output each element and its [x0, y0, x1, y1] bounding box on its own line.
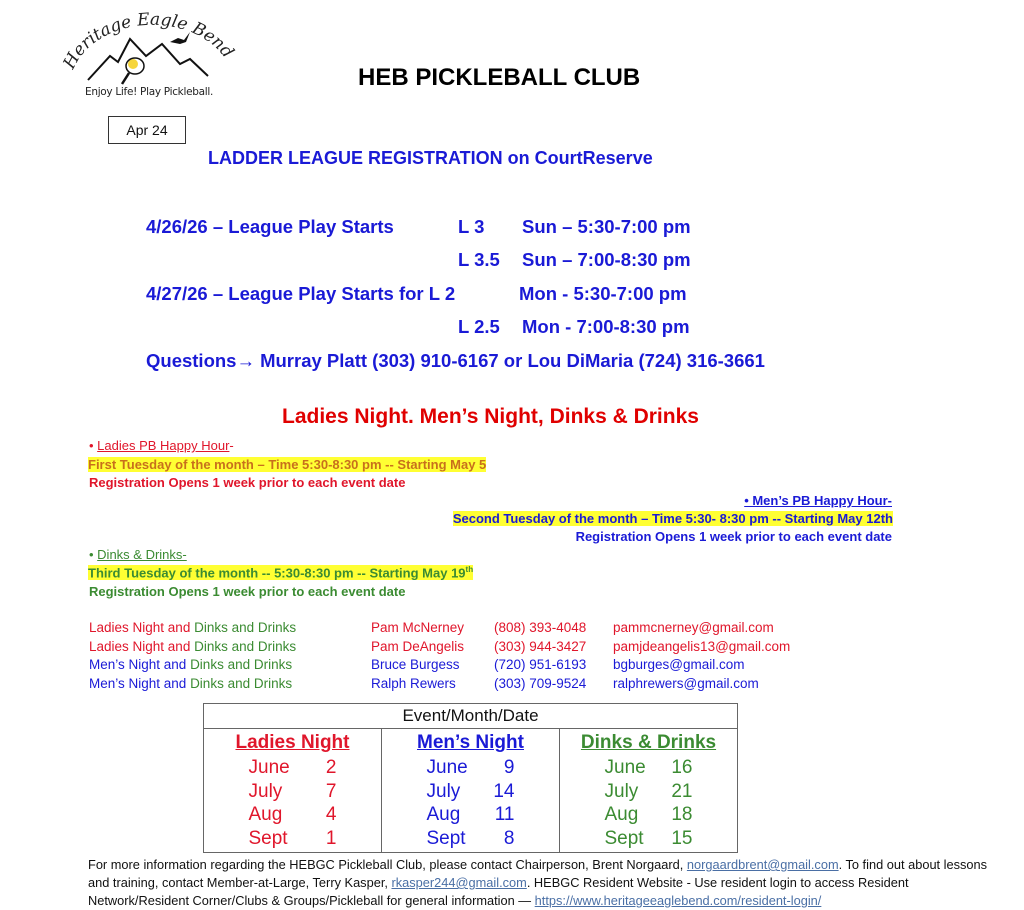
bullet: •: [89, 438, 98, 453]
table-header: Event/Month/Date: [204, 704, 737, 729]
date-row: [560, 827, 737, 851]
role-dinks: Dinks and Drinks: [190, 657, 293, 672]
date-row: [382, 756, 559, 780]
league-level: L 2.5: [458, 316, 500, 337]
logo-text: Heritage Eagle Bend: [59, 9, 238, 73]
column-title: Dinks & Drinks: [580, 732, 717, 753]
schedule-column: [559, 729, 737, 852]
column-title: Ladies Night: [235, 732, 350, 753]
day: 11: [494, 804, 515, 825]
footer-text: For more information regarding the HEBGC Pickleball Club, please contact Chairperson, Brent Norgaard,: [88, 857, 687, 872]
role-dinks: Dinks and Drinks: [194, 638, 297, 654]
questions-contact: Questions→ Murray Platt (303) 910-6167 or Lou DiMaria (724) 316-3661: [146, 350, 765, 371]
ladies-happy-hour-heading: [89, 438, 234, 453]
role-dinks: Dinks and Drinks: [194, 620, 297, 635]
month: June: [604, 757, 646, 778]
suffix: -: [229, 438, 234, 453]
contact-phone: (808) 393-4048: [494, 620, 587, 635]
month: June: [248, 757, 290, 778]
ladies-schedule: First Tuesday of the month – Time 5:30-8:30 pm -- Starting May 5: [88, 457, 487, 472]
footer-text: . HEBGC Resident Website - Use resident login to access Resident Network/Resident Corner/Clubs & Groups/Pickleball for general information —: [88, 875, 909, 908]
league-level: L 3.5: [458, 249, 500, 270]
contact-role: [89, 657, 292, 672]
league-time: Sun – 5:30-7:00 pm: [522, 216, 691, 237]
role-event: Men’s Night and: [89, 675, 191, 691]
role-event: Ladies Night and: [89, 638, 195, 654]
month: Sept: [426, 827, 466, 849]
dinks-heading-text: Dinks & Drinks-: [97, 547, 187, 562]
league-time: Mon - 5:30-7:00 pm: [519, 283, 687, 304]
role-event: Ladies Night and: [89, 620, 195, 635]
day: 14: [493, 780, 515, 802]
dinks-drinks-heading: [89, 547, 187, 562]
schedule-column: [381, 729, 559, 852]
contact-phone: (720) 951-6193: [494, 657, 587, 672]
contact-role: [89, 639, 296, 654]
date-row: [560, 756, 737, 780]
date-row: [204, 756, 381, 780]
date-row: [204, 803, 381, 827]
contact-email: bgburges@gmail.com: [613, 657, 745, 672]
nights-title: Ladies Night. Men’s Night, Dinks & Drinks: [282, 405, 699, 428]
date-box: Apr 24: [108, 116, 186, 144]
contact-name: Bruce Burgess: [371, 657, 460, 672]
mens-schedule: Second Tuesday of the month – Time 5:30- 8:30 pm -- Starting May 12th: [452, 511, 893, 526]
dinks-schedule: [88, 565, 473, 580]
column-title: Men’s Night: [417, 732, 524, 753]
mens-registration: Registration Opens 1 week prior to each event date: [575, 529, 892, 544]
chairperson-email-link[interactable]: norgaardbrent@gmail.com: [686, 857, 839, 872]
league-time: Mon - 7:00-8:30 pm: [522, 316, 690, 337]
role-dinks: Dinks and Drinks: [190, 675, 293, 691]
contact-phone: (303) 944-3427: [494, 638, 587, 654]
month: Aug: [248, 804, 283, 825]
contact-email: pamjdeangelis13@gmail.com: [613, 638, 791, 654]
league-level: L 3: [458, 216, 485, 237]
contact-phone: (303) 709-9524: [494, 675, 587, 691]
contact-email: ralphrewers@gmail.com: [613, 675, 759, 691]
league-start-2: 4/27/26 – League Play Starts for L 2: [146, 283, 456, 304]
ladies-registration: Registration Opens 1 week prior to each event date: [89, 475, 406, 490]
contact-name: Pam McNerney: [371, 620, 465, 635]
club-title: HEB PICKLEBALL CLUB: [358, 64, 641, 91]
month: July: [604, 780, 639, 802]
date-row: [560, 780, 737, 804]
contact-email: pammcnerney@gmail.com: [613, 620, 774, 635]
schedule-column: [204, 729, 381, 852]
day: 16: [671, 757, 693, 778]
contact-name: Pam DeAngelis: [371, 638, 465, 654]
month: Sept: [248, 827, 288, 849]
dinks-registration: Registration Opens 1 week prior to each event date: [89, 584, 406, 599]
day: 2: [325, 757, 337, 778]
contact-role: [89, 676, 292, 691]
month: Aug: [426, 804, 461, 825]
day: 8: [503, 827, 515, 849]
contact-role: [89, 620, 296, 635]
contact-name: Ralph Rewers: [371, 675, 456, 691]
day: 9: [503, 757, 515, 778]
event-schedule-table: [203, 703, 738, 853]
day: 7: [325, 780, 337, 802]
month: June: [426, 757, 468, 778]
ladder-league-title: LADDER LEAGUE REGISTRATION on CourtReserve: [208, 148, 653, 168]
date-row: [560, 803, 737, 827]
logo-tagline: Enjoy Life! Play Pickleball.: [85, 86, 214, 98]
date-row: [204, 780, 381, 804]
day: 1: [325, 827, 337, 849]
role-event: Men’s Night and: [89, 657, 191, 672]
resident-login-link[interactable]: https://www.heritageeaglebend.com/resident-login/: [534, 893, 822, 908]
date-row: [204, 827, 381, 851]
day: 21: [671, 780, 693, 802]
mountain-icon: [88, 39, 208, 80]
month: Aug: [604, 804, 639, 825]
footer-text: . To find out about lessons and training, contact Member-at-Large, Terry Kasper,: [88, 857, 988, 890]
date-row: [382, 827, 559, 851]
day: 4: [325, 804, 337, 825]
month: July: [248, 780, 283, 802]
dinks-schedule-text: Third Tuesday of the month -- 5:30-8:30 pm -- Starting May 19: [88, 565, 466, 581]
member-at-large-email-link[interactable]: rkasper244@gmail.com: [391, 875, 527, 890]
mens-happy-hour-heading: • Men’s PB Happy Hour-: [744, 493, 892, 508]
month: Sept: [604, 827, 644, 849]
ladies-heading-text: Ladies PB Happy Hour: [97, 438, 230, 453]
day: 15: [671, 827, 693, 849]
league-time: Sun – 7:00-8:30 pm: [522, 249, 691, 270]
superscript: th: [465, 565, 474, 574]
day: 18: [671, 804, 693, 825]
date-row: [382, 803, 559, 827]
date-row: [382, 780, 559, 804]
bullet: •: [89, 547, 98, 562]
footer-info: [88, 856, 1008, 910]
month: July: [426, 780, 461, 802]
league-start-1: 4/26/26 – League Play Starts: [146, 216, 394, 237]
